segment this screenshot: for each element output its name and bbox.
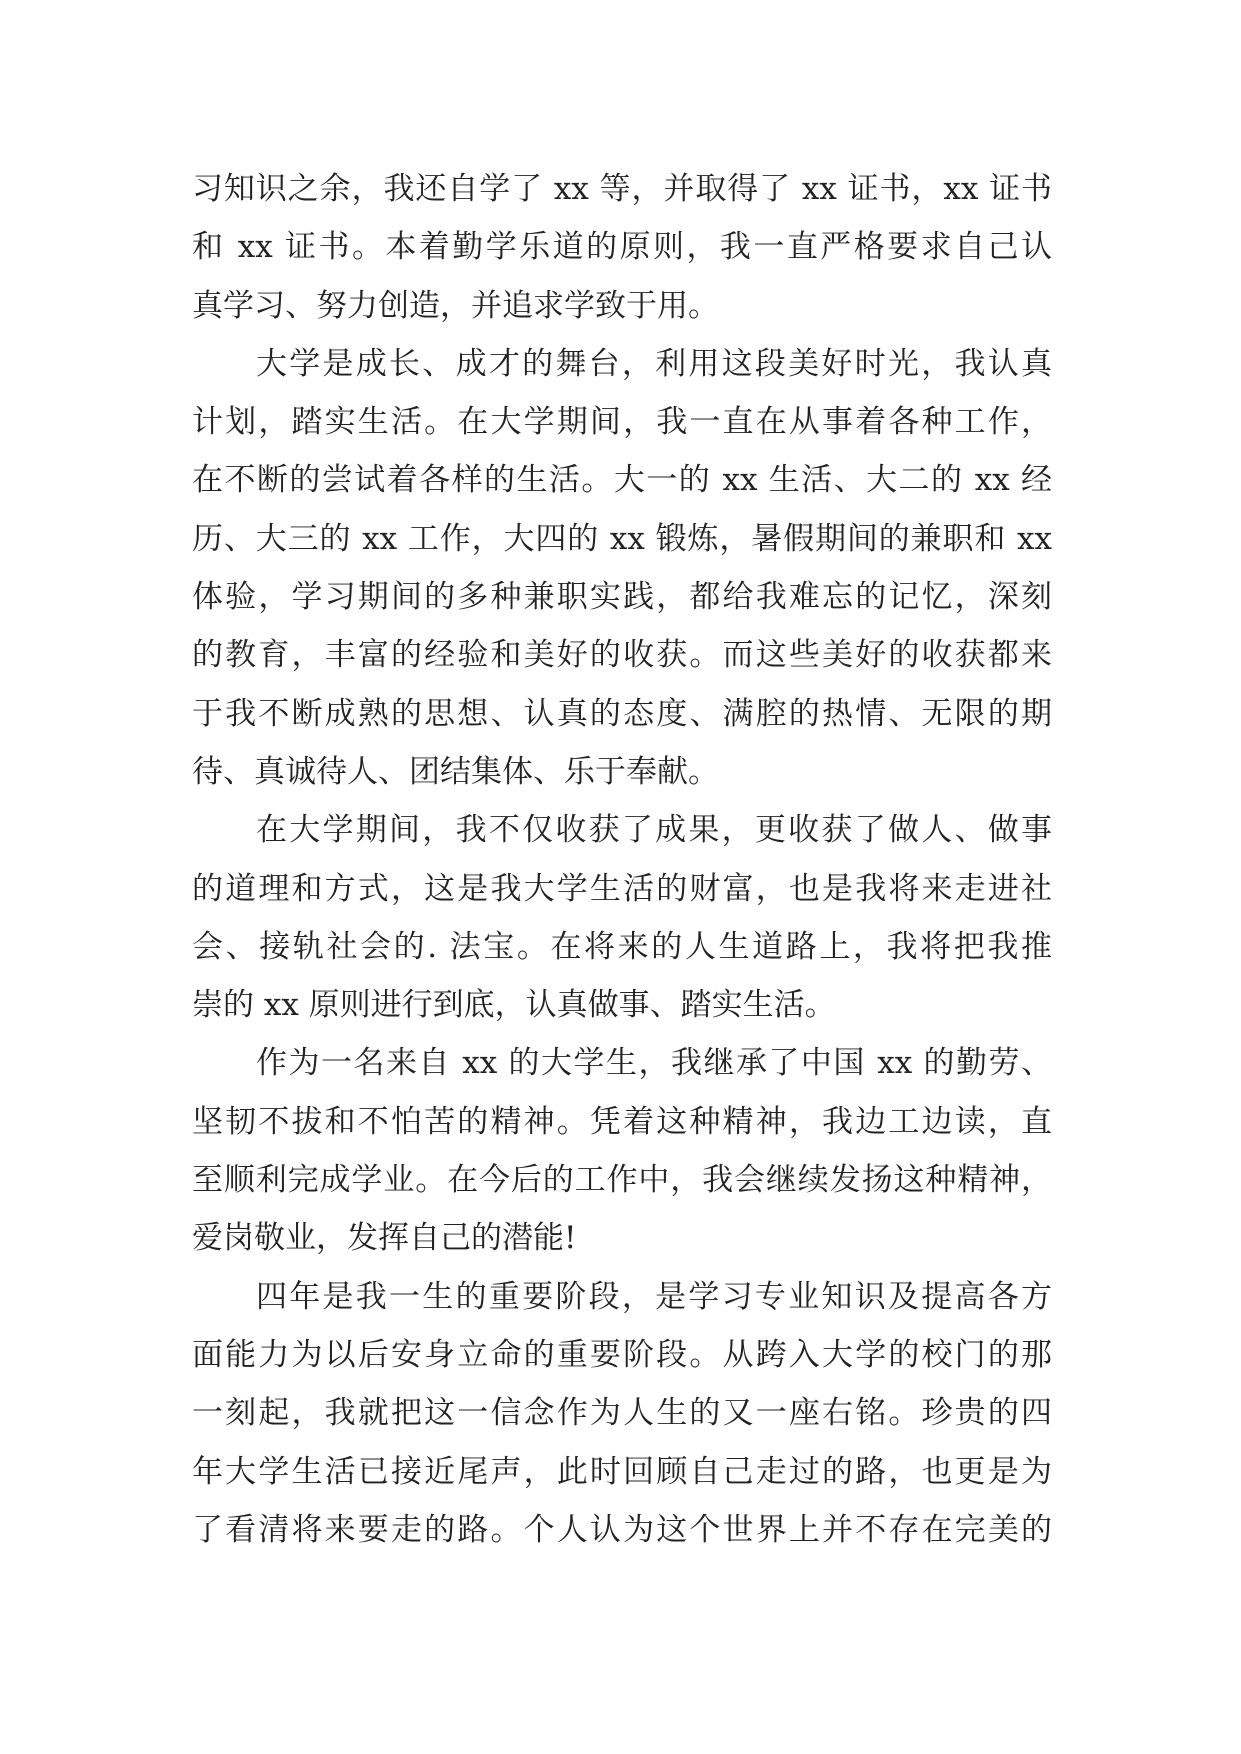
body-text [192, 160, 1052, 1559]
text-line: 会、接轨社会的. 法宝。在将来的人生道路上，我将把我推 [192, 928, 1052, 965]
paragraph [192, 1034, 1052, 1267]
paragraph [192, 1268, 1052, 1559]
text-line: 习知识之余，我还自学了 xx 等，并取得了 xx 证书，xx 证书 [192, 171, 1052, 207]
text-line: 待、真诚待人、团结集体、乐于奉献。 [192, 753, 719, 790]
paragraph [192, 335, 1052, 801]
text-line: 作为一名来自 xx 的大学生，我继承了中国 xx 的勤劳、 [256, 1045, 1052, 1082]
text-line: 计划，踏实生活。在大学期间，我一直在从事着各种工作， [192, 404, 1052, 441]
text-line: 于我不断成熟的思想、认真的态度、满腔的热情、无限的期 [192, 695, 1052, 732]
text-line: 了看清将来要走的路。个人认为这个世界上并不存在完美的 [192, 1511, 1052, 1548]
text-line: 崇的 xx 原则进行到底，认真做事、踏实生活。 [192, 987, 836, 1024]
text-line: 的道理和方式，这是我大学生活的财富，也是我将来走进社 [192, 870, 1052, 907]
text-line: 年大学生活已接近尾声，此时回顾自己走过的路，也更是为 [192, 1453, 1052, 1490]
text-line: 爱岗敬业，发挥自己的潜能! [192, 1220, 577, 1257]
text-line: 至顺利完成学业。在今后的工作中，我会继续发扬这种精神， [192, 1162, 1052, 1199]
text-line: 的教育，丰富的经验和美好的收获。而这些美好的收获都来 [192, 637, 1052, 674]
text-line: 和 xx 证书。本着勤学乐道的原则，我一直严格要求自己认 [192, 229, 1052, 266]
text-line: 真学习、努力创造，并追求学致于用。 [192, 287, 719, 324]
text-line: 大学是成长、成才的舞台，利用这段美好时光，我认真 [256, 345, 1052, 382]
text-line: 四年是我一生的重要阶段，是学习专业知识及提高各方 [256, 1278, 1052, 1315]
text-line: 历、大三的 xx 工作，大四的 xx 锻炼，暑假期间的兼职和 xx [192, 520, 1052, 557]
text-line: 一刻起，我就把这一信念作为人生的又一座右铭。珍贵的四 [192, 1395, 1052, 1432]
text-line: 坚韧不拔和不怕苦的精神。凭着这种精神，我边工边读，直 [192, 1103, 1052, 1140]
paragraph [192, 801, 1052, 1034]
paragraph [192, 160, 1052, 335]
text-line: 面能力为以后安身立命的重要阶段。从跨入大学的校门的那 [192, 1336, 1052, 1373]
text-line: 体验，学习期间的多种兼职实践，都给我难忘的记忆，深刻 [192, 579, 1052, 616]
text-line: 在大学期间，我不仅收获了成果，更收获了做人、做事 [256, 812, 1052, 849]
text-line: 在不断的尝试着各样的生活。大一的 xx 生活、大二的 xx 经 [192, 462, 1052, 499]
